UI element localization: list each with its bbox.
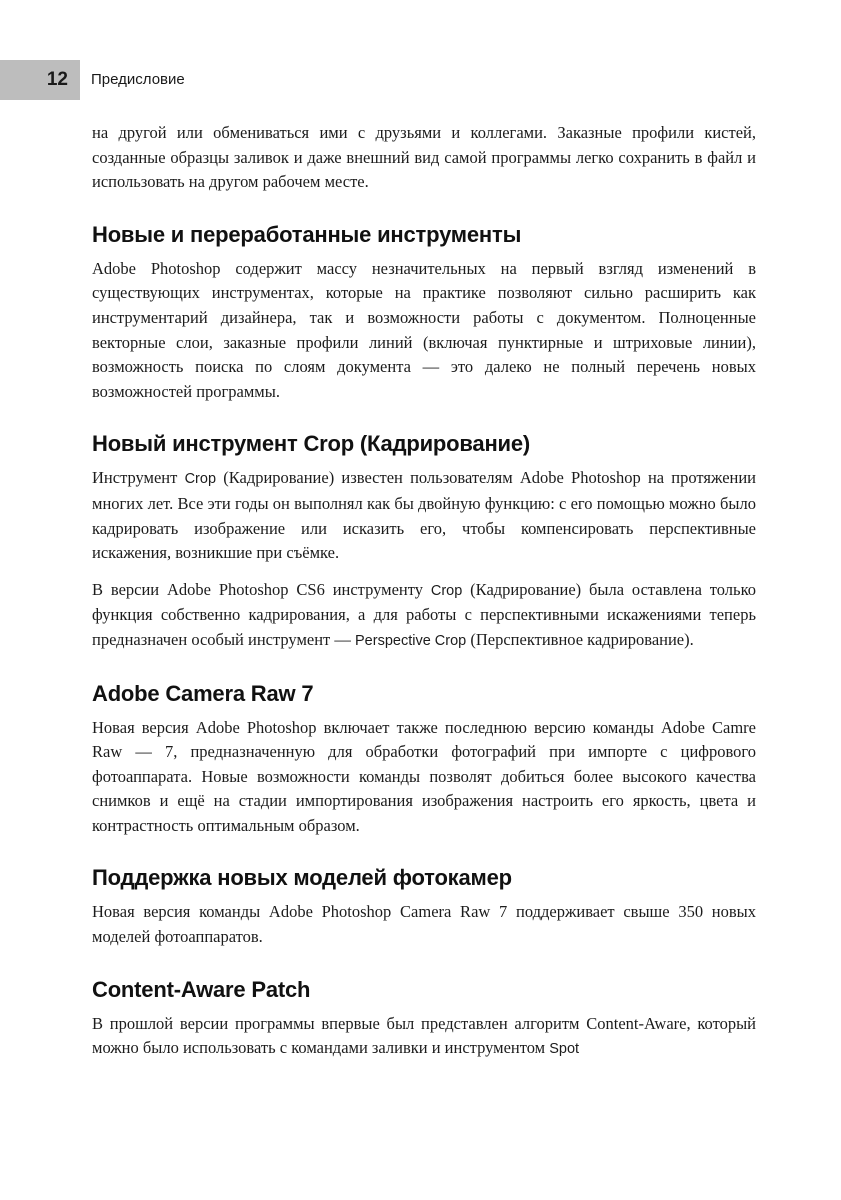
crop-paragraph-2 [92, 578, 756, 654]
text: В версии Adobe Photoshop CS6 инструменту [92, 579, 431, 599]
running-head: Предисловие [91, 71, 185, 88]
heading-camera-raw: Adobe Camera Raw 7 [92, 680, 314, 706]
text: (Перспективное кадрирование). [466, 629, 694, 649]
new-tools-paragraph: Adobe Photoshop содержит массу незначительных на первый взгляд изменений в существующих инструментах, которые на практике позволяют сильно расширить как инструментарий дизайнера, так и возможности работы с документом. Полноценные векторные слои, заказные профили линий (включая пунктирные и штриховые линии), возможность поиска по слоям документа — это далеко не полный перечень новых возможностей программы. [92, 258, 756, 401]
heading-new-tools: Новые и переработанные инструменты [92, 221, 522, 247]
heading-camera-models: Поддержка новых моделей фотокамер [92, 865, 512, 891]
heading-crop-tool: Новый инструмент Crop (Кадрирование) [92, 431, 531, 457]
heading-content-aware-patch: Content-Aware Patch [92, 976, 311, 1002]
camera-models-paragraph: Новая версия команды Adobe Photoshop Camera Raw 7 поддерживает свыше 350 новых моделей фотоаппаратов. [92, 902, 756, 947]
content-aware-paragraph [92, 1012, 756, 1062]
page-body [92, 121, 756, 1074]
text: Инструмент [92, 468, 185, 488]
crop-paragraph-1 [92, 466, 756, 565]
text: (Кадрирование) была оставлена только функция собственно кадрирования, а для работы с перспективными искажениями теперь предназначен особый инструмент — [92, 579, 756, 649]
term-spot: Spot [549, 1041, 580, 1058]
intro-paragraph: на другой или обмениваться ими с друзьями и коллегами. Заказные профили кистей, созданные образцы заливок и даже внешний вид самой программы легко сохранить в файл и использовать на другом рабочем месте. [92, 123, 756, 192]
term-crop: Crop [430, 582, 463, 599]
camera-raw-paragraph: Новая версия Adobe Photoshop включает также последнюю версию команды Adobe Camre Raw — 7, предназначенную для обработки фотографий при импорте с цифрового фотоаппарата. Новые возможности команды позволят добиться более высокого качества снимков и ещё на стадии импортирования изображения настроить его яркость, цвета и контрастность оптимальным образом. [92, 717, 756, 835]
page-number: 12 [0, 60, 80, 100]
text: (Кадрирование) известен пользователям Adobe Photoshop на протяжении многих лет. Все эти годы он выполнял как бы двойную функцию: с его помощью можно было кадрировать изображение или исказить его, чтобы компенсировать перспективные искажения, возникшие при съёмке. [92, 468, 757, 563]
term-perspective-crop: Perspective Crop [355, 632, 467, 649]
term-crop: Crop [184, 471, 217, 488]
page-header [0, 60, 841, 100]
text: В прошлой версии программы впервые был представлен алгоритм Content-Aware, который можно было использовать с командами заливки и инструментом [92, 1013, 756, 1058]
